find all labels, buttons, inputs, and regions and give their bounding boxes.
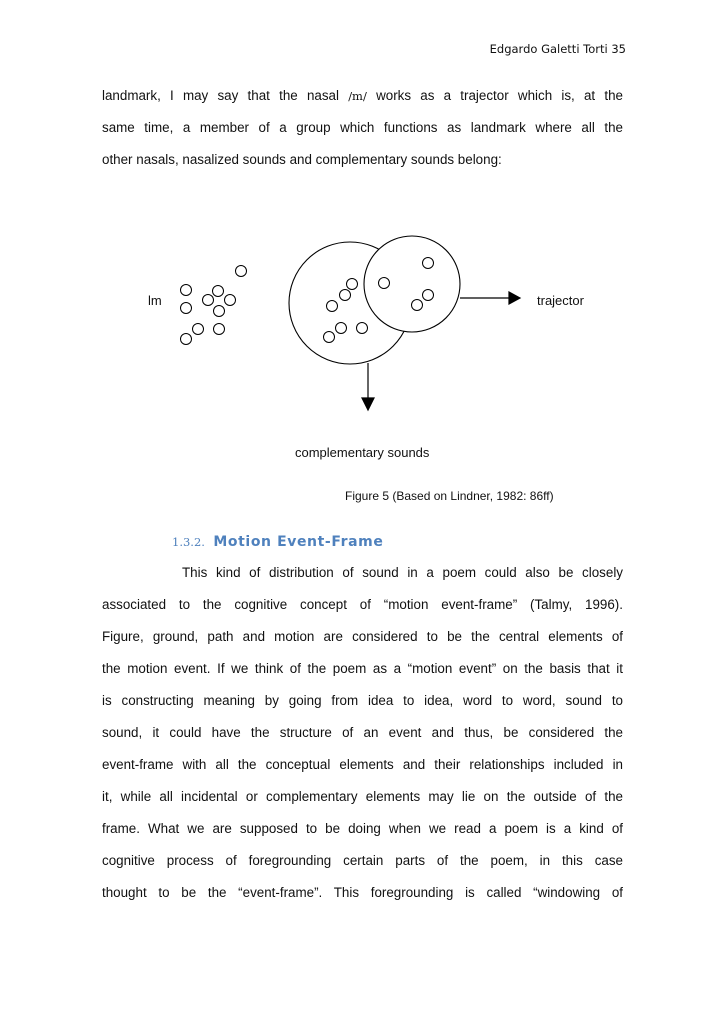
sound-dot: [236, 266, 247, 277]
sound-dot: [357, 323, 368, 334]
intro-line-2: same time, a member of a group which functions as landmark where all the: [102, 120, 623, 135]
body-line: the motion event. If we think of the poem as a “motion event” on the basis that it: [102, 661, 623, 676]
sound-dot: [181, 285, 192, 296]
body-paragraph: [102, 557, 623, 909]
body-line: it, while all incidental or complementary elements may lie on the outside of the: [102, 789, 623, 804]
section-title: Motion Event-Frame: [213, 534, 384, 550]
nasal-symbol: /m/: [348, 89, 367, 103]
body-line: is constructing meaning by going from idea to idea, word to word, sound to: [102, 693, 623, 708]
intro-line-1: landmark, I may say that the nasal /m/ works as a trajector which is, at the: [102, 88, 623, 103]
sound-dot: [213, 286, 224, 297]
section-heading: [172, 533, 383, 551]
trajector-label: trajector: [537, 293, 584, 308]
sound-dot: [423, 258, 434, 269]
sound-dot: [336, 323, 347, 334]
sound-dot: [327, 301, 338, 312]
sound-dot: [340, 290, 351, 301]
sound-dot: [379, 278, 390, 289]
lm-label: lm: [148, 293, 162, 308]
intro-line-3: other nasals, nasalized sounds and complementary sounds belong:: [102, 152, 502, 167]
sound-dot: [423, 290, 434, 301]
sound-dot: [324, 332, 335, 343]
sound-dot: [203, 295, 214, 306]
body-line: frame. What we are supposed to be doing when we read a poem is a kind of: [102, 821, 623, 836]
body-line: thought to be the “event-frame”. This foregrounding is called “windowing of: [102, 885, 623, 900]
sound-dot: [181, 334, 192, 345]
sound-dot: [214, 306, 225, 317]
sound-dot: [214, 324, 225, 335]
sound-dot: [412, 300, 423, 311]
section-number: 1.3.2.: [172, 535, 205, 549]
complementary-sounds-label: complementary sounds: [295, 445, 430, 460]
body-line: This kind of distribution of sound in a poem could also be closely: [182, 565, 623, 580]
sound-dot: [193, 324, 204, 335]
sound-dot: [181, 303, 192, 314]
sound-dot: [225, 295, 236, 306]
body-line: Figure, ground, path and motion are considered to be the central elements of: [102, 629, 623, 644]
sound-dot: [347, 279, 358, 290]
figure-caption: Figure 5 (Based on Lindner, 1982: 86ff): [345, 489, 554, 503]
body-line: cognitive process of foregrounding certain parts of the poem, in this case: [102, 853, 623, 868]
body-line: associated to the cognitive concept of “motion event-frame” (Talmy, 1996).: [102, 597, 623, 612]
page-header: Edgardo Galetti Torti 35: [489, 42, 626, 56]
body-line: event-frame with all the conceptual elements and their relationships included in: [102, 757, 623, 772]
body-line: sound, it could have the structure of an event and thus, be considered the: [102, 725, 623, 740]
